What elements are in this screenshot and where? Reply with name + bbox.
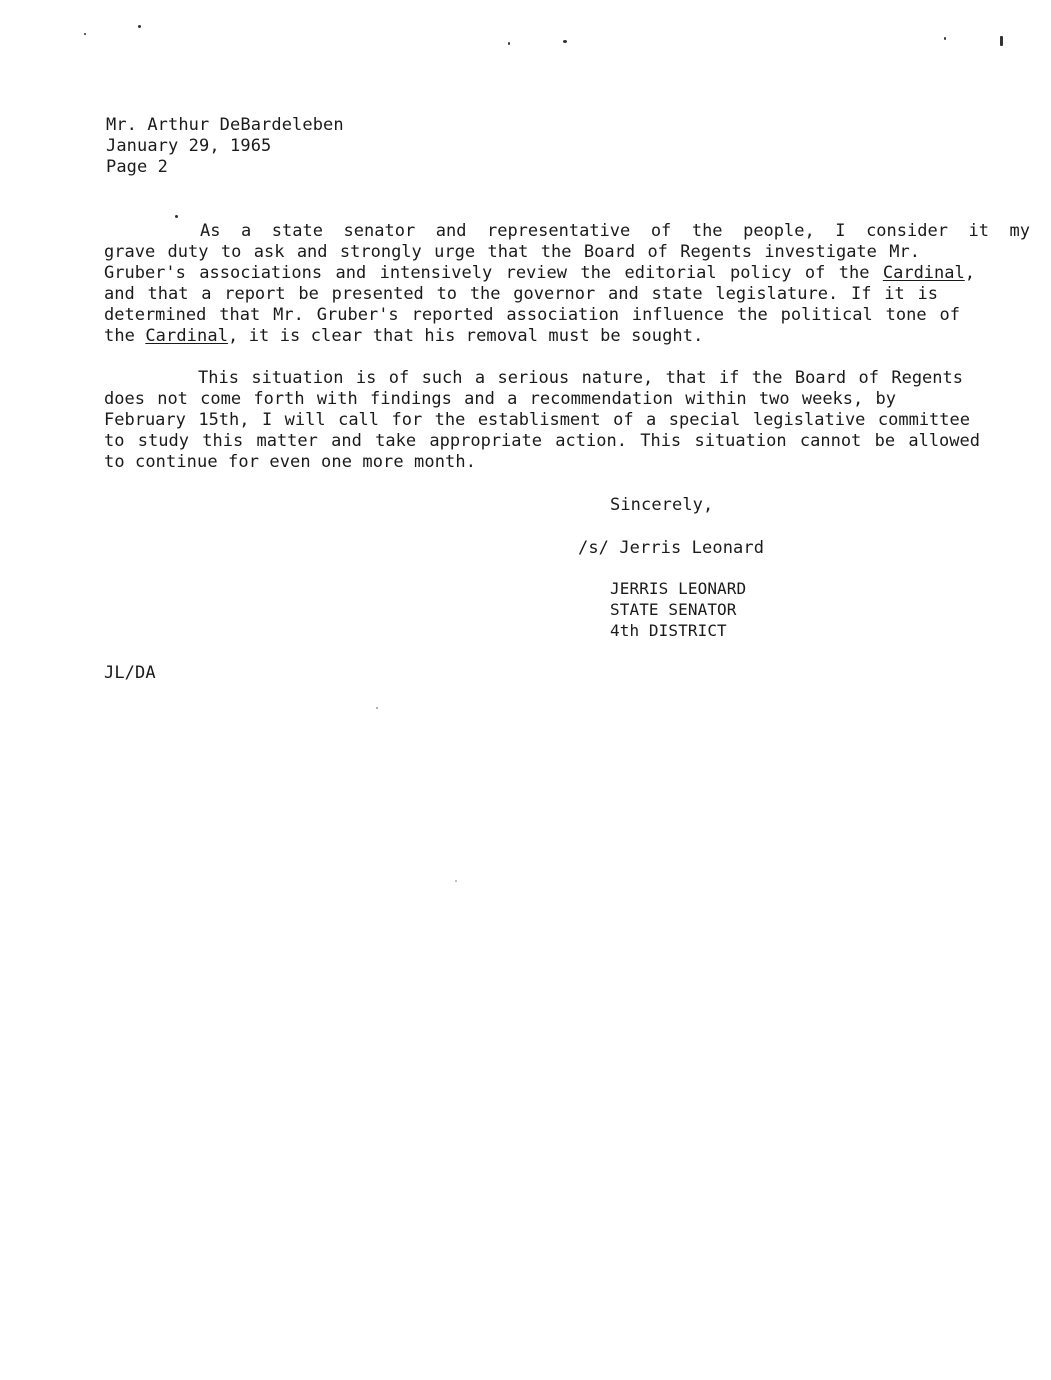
- signer-district: 4th DISTRICT: [610, 621, 727, 640]
- paragraph-1-text: the: [104, 326, 146, 346]
- typist-initials: JL/DA: [104, 663, 156, 683]
- recipient-name: Mr. Arthur DeBardeleben: [106, 115, 344, 135]
- scan-speck: [944, 37, 946, 40]
- paragraph-1-text: Gruber's associations and intensively review the editorial policy of the: [104, 263, 883, 283]
- scan-speck: [84, 33, 86, 35]
- paragraph-1-line: [104, 326, 703, 347]
- cardinal-underlined: Cardinal: [145, 326, 229, 346]
- paragraph-1-line: and that a report be presented to the governor and state legislature. If it is: [104, 284, 938, 304]
- letter-date: January 29, 1965: [106, 136, 272, 156]
- paragraph-2-line: This situation is of such a serious nature, that if the Board of Regents: [198, 368, 963, 388]
- paragraph-1-line: grave duty to ask and strongly urge that the Board of Regents investigate Mr.: [104, 242, 920, 262]
- signer-name: JERRIS LEONARD: [610, 579, 747, 598]
- scan-speck: [563, 40, 567, 43]
- paragraph-1-text: , it is clear that his removal must be sought.: [228, 326, 704, 346]
- paragraph-1-line: As a state senator and representative of the people, I consider it my: [200, 221, 1030, 241]
- scan-speck: [455, 880, 457, 882]
- closing-sincerely: Sincerely,: [610, 495, 714, 515]
- scan-speck: [376, 707, 378, 709]
- paragraph-2-line: February 15th, I will call for the establisment of a special legislative committee: [104, 410, 970, 430]
- scan-speck: [175, 215, 178, 218]
- page-number: Page 2: [106, 157, 169, 177]
- paragraph-2-line: does not come forth with findings and a recommendation within two weeks, by: [104, 389, 896, 409]
- scan-speck: [138, 25, 141, 28]
- paragraph-2-line: to continue for even one more month.: [104, 452, 477, 472]
- scan-speck: [1000, 36, 1003, 46]
- paragraph-1-line: determined that Mr. Gruber's reported association influence the political tone of: [104, 305, 960, 325]
- cardinal-underlined: Cardinal: [882, 263, 965, 283]
- paragraph-2-line: to study this matter and take appropriate action. This situation cannot be allowed: [104, 431, 980, 451]
- paragraph-1-text: ,: [964, 263, 975, 283]
- paragraph-1-line: [104, 263, 975, 284]
- signer-title: STATE SENATOR: [610, 600, 737, 619]
- scan-speck: [508, 42, 510, 45]
- signature-line: /s/ Jerris Leonard: [578, 538, 765, 558]
